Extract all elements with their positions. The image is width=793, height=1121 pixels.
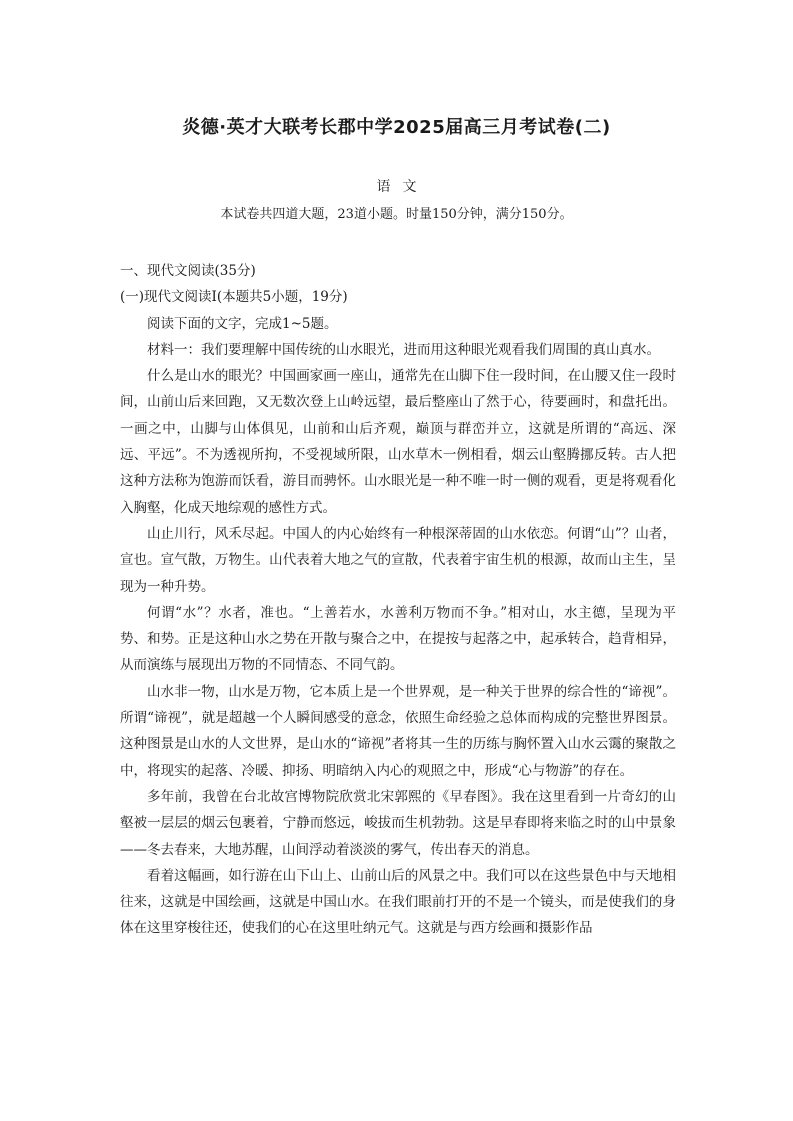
paragraph: 什么是山水的眼光？中国画家画一座山，通常先在山脚下住一段时间，在山腰又住一段时间，山前山后来回跑，又无数次登上山岭远望，最后整座山了然于心，待要画时，和盘托出。一画之中，山脚与山体俱见，山前和山后齐观，巅顶与群峦并立，这就是所谓的“高远、深远、平远”。不为透视所拘，不受视域所限，山水草木一例相看，烟云山壑腾挪反转。古人把这种方法称为饱游而饫看，游目而骋怀。山水眼光是一种不唯一时一侧的观看，更是将观看化入胸壑，化成天地综观的感性方式。 xyxy=(120,368,676,516)
paragraph: 多年前，我曾在台北故宫博物院欣赏北宋郭熙的《早春图》。我在这里看到一片奇幻的山壑被一层层的烟云包裹着，宁静而悠远，峻拔而生机勃勃。这是早春即将来临之时的山中景象——冬去春来，大地苏醒，山间浮动着淡淡的雾气，传出春天的消息。 xyxy=(120,788,676,858)
reading-body xyxy=(120,258,676,942)
paragraph: 山止川行，风禾尽起。中国人的内心始终有一种根深蒂固的山水依恋。何谓“山”？山者，宣也。宣气散，万物生。山代表着大地之气的宣散，代表着宇宙生机的根源，故而山主生，呈现为一种升势。 xyxy=(120,525,676,595)
instruction: 阅读下面的文字，完成1~5题。 xyxy=(147,315,338,332)
paragraph: 看着这幅画，如行游在山下山上、山前山后的风景之中。我们可以在这些景色中与天地相往来，这就是中国绘画，这就是中国山水。在我们眼前打开的不是一个镜头，而是使我们的身体在这里穿梭往还，使我们的心在这里吐纳元气。这就是与西方绘画和摄影作品 xyxy=(120,867,676,937)
section-heading: 一、现代文阅读(35分) xyxy=(120,263,256,279)
exam-title: 炎德·英才大联考长郡中学2025届高三月考试卷(二) xyxy=(182,117,611,138)
paragraph: 山水非一物，山水是万物，它本质上是一个世界观，是一种关于世界的综合性的“谛视”。所谓“谛视”，就是超越一个人瞬间感受的意念，依照生命经验之总体而构成的完整世界图景。这种图景是山水的人文世界，是山水的“谛视”者将其一生的历练与胸怀置入山水云霭的聚散之中，将现实的起落、冷暖、抑扬、明暗纳入内心的观照之中，形成“心与物游”的存在。 xyxy=(120,683,676,779)
section-subheading: (一)现代文阅读Ⅰ(本题共5小题，19分) xyxy=(120,289,348,306)
subject-label: 语文 xyxy=(376,179,429,195)
exam-info: 本试卷共四道大题，23道小题。时量150分钟，满分150分。 xyxy=(220,207,573,222)
paragraph: 材料一：我们要理解中国传统的山水眼光，进而用这种眼光观看我们周围的真山真水。 xyxy=(147,341,660,358)
paragraph: 何谓“水”？水者，准也。“上善若水，水善利万物而不争。”相对山，水主德，呈现为平势、和势。正是这种山水之势在开散与聚合之中，在提按与起落之中，起承转合，趋背相异，从而演练与展现出万物的不同情态、不同气韵。 xyxy=(120,604,676,674)
